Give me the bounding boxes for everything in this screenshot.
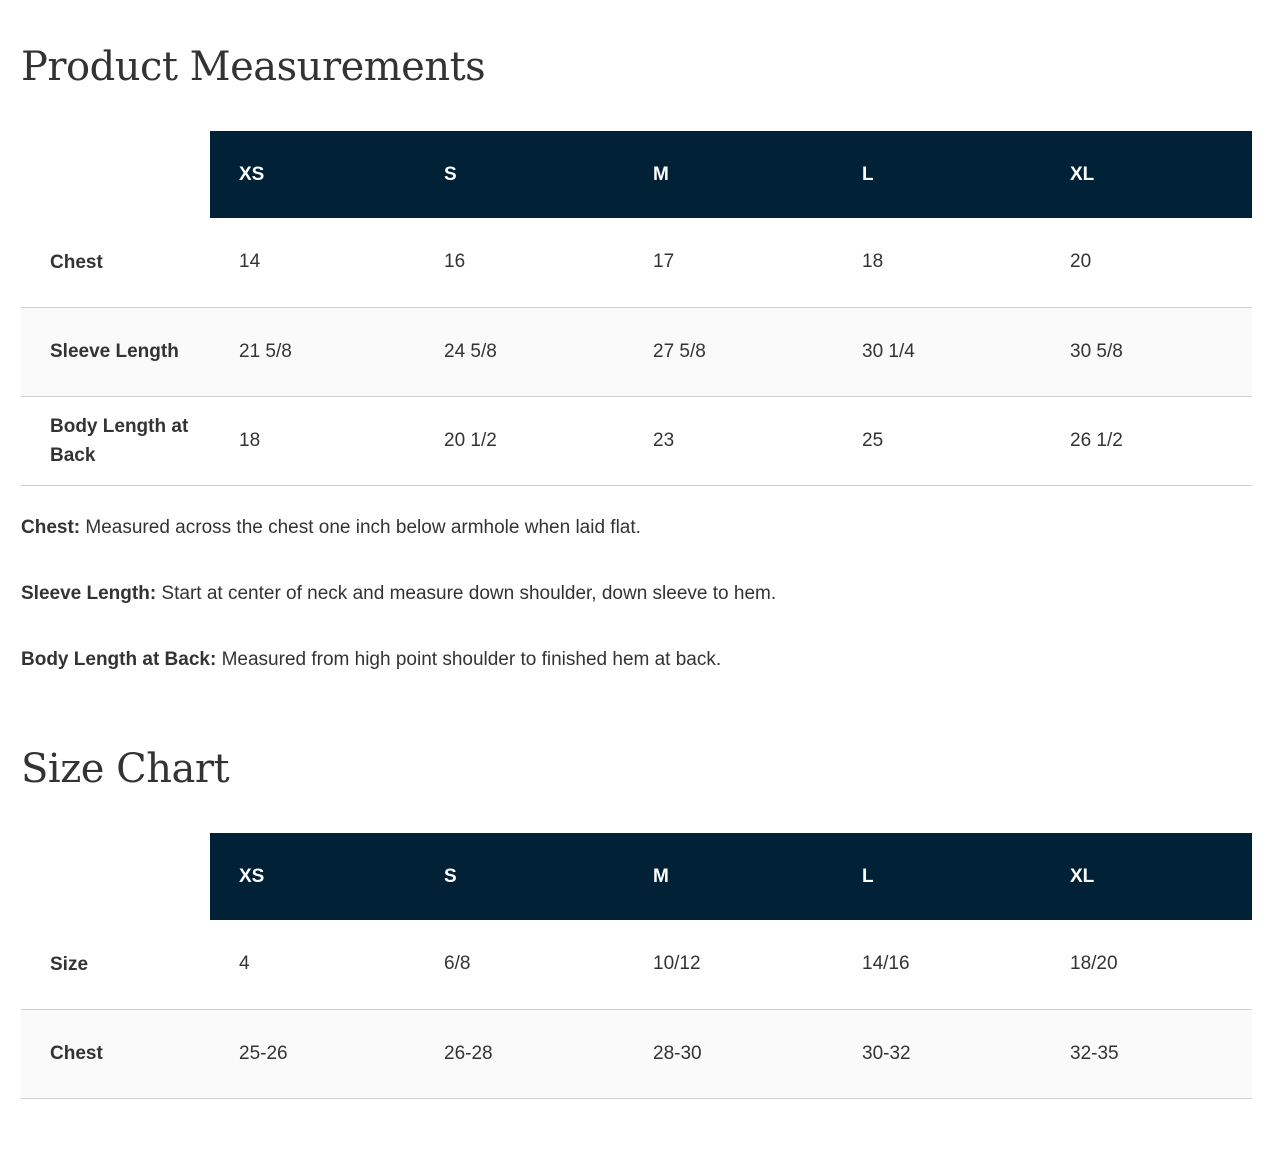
table-row-chest xyxy=(21,1009,1252,1098)
row-label: Size xyxy=(50,953,89,975)
table-cell: 30-32 xyxy=(862,1042,911,1064)
table-cell: 18 xyxy=(239,429,261,451)
table-cell: 17 xyxy=(653,251,675,273)
table-cell: 18 xyxy=(862,251,884,273)
table-cell: 14 xyxy=(239,251,261,273)
table-cell: 14/16 xyxy=(862,953,910,975)
row-label: Body Length at Back xyxy=(50,415,189,466)
table-row-body-length xyxy=(21,396,1252,485)
table-cell: 20 xyxy=(1070,251,1092,273)
table-cell: 4 xyxy=(239,953,250,975)
header-size-l: L xyxy=(833,131,1041,218)
product-measurements-title: Product Measurements xyxy=(21,44,486,90)
table-cell: 30 5/8 xyxy=(1070,340,1123,362)
table-cell: 27 5/8 xyxy=(653,340,706,362)
header-size-xs: XS xyxy=(210,131,415,218)
table-cell: 10/12 xyxy=(653,953,701,975)
table-cell: 24 5/8 xyxy=(444,340,497,362)
table-cell: 18/20 xyxy=(1070,953,1118,975)
product-measurements-table xyxy=(21,131,1252,486)
measurement-notes xyxy=(21,514,1252,712)
note-term: Sleeve Length: xyxy=(21,583,157,604)
note-term: Body Length at Back: xyxy=(21,649,217,670)
table-row-sleeve-length xyxy=(21,307,1252,396)
header-size-m: M xyxy=(624,833,833,920)
table-cell: 26-28 xyxy=(444,1042,493,1064)
header-size-s: S xyxy=(415,131,624,218)
table-cell: 6/8 xyxy=(444,953,471,975)
note-text: Measured from high point shoulder to finished hem at back. xyxy=(216,649,722,670)
table-cell: 32-35 xyxy=(1070,1042,1119,1064)
table-header-row xyxy=(21,833,1252,920)
table-cell: 20 1/2 xyxy=(444,429,497,451)
table-row-size xyxy=(21,920,1252,1009)
row-label: Sleeve Length xyxy=(50,341,179,362)
header-size-xl: XL xyxy=(1041,131,1252,218)
table-cell: 28-30 xyxy=(653,1042,702,1064)
note-body-length xyxy=(21,646,1252,712)
table-cell: 25 xyxy=(862,429,884,451)
header-size-xl: XL xyxy=(1041,833,1252,920)
header-size-s: S xyxy=(415,833,624,920)
header-size-xs: XS xyxy=(210,833,415,920)
header-size-l: L xyxy=(833,833,1041,920)
header-size-m: M xyxy=(624,131,833,218)
table-cell: 16 xyxy=(444,251,466,273)
table-cell: 26 1/2 xyxy=(1070,429,1123,451)
table-cell: 21 5/8 xyxy=(239,340,292,362)
note-term: Chest: xyxy=(21,517,81,538)
table-row-chest xyxy=(21,218,1252,307)
note-chest xyxy=(21,514,1252,580)
note-text: Start at center of neck and measure down shoulder, down sleeve to hem. xyxy=(156,583,777,604)
size-chart-table xyxy=(21,833,1252,1099)
table-header-row xyxy=(21,131,1252,218)
table-cell: 30 1/4 xyxy=(862,340,915,362)
table-cell: 23 xyxy=(653,429,675,451)
note-sleeve-length xyxy=(21,580,1252,646)
header-blank-cell xyxy=(21,833,210,920)
header-blank-cell xyxy=(21,131,210,218)
note-text: Measured across the chest one inch below armhole when laid flat. xyxy=(80,517,641,538)
table-cell: 25-26 xyxy=(239,1042,288,1064)
row-label: Chest xyxy=(50,1043,103,1064)
row-label: Chest xyxy=(50,251,103,273)
size-chart-title: Size Chart xyxy=(21,746,230,792)
